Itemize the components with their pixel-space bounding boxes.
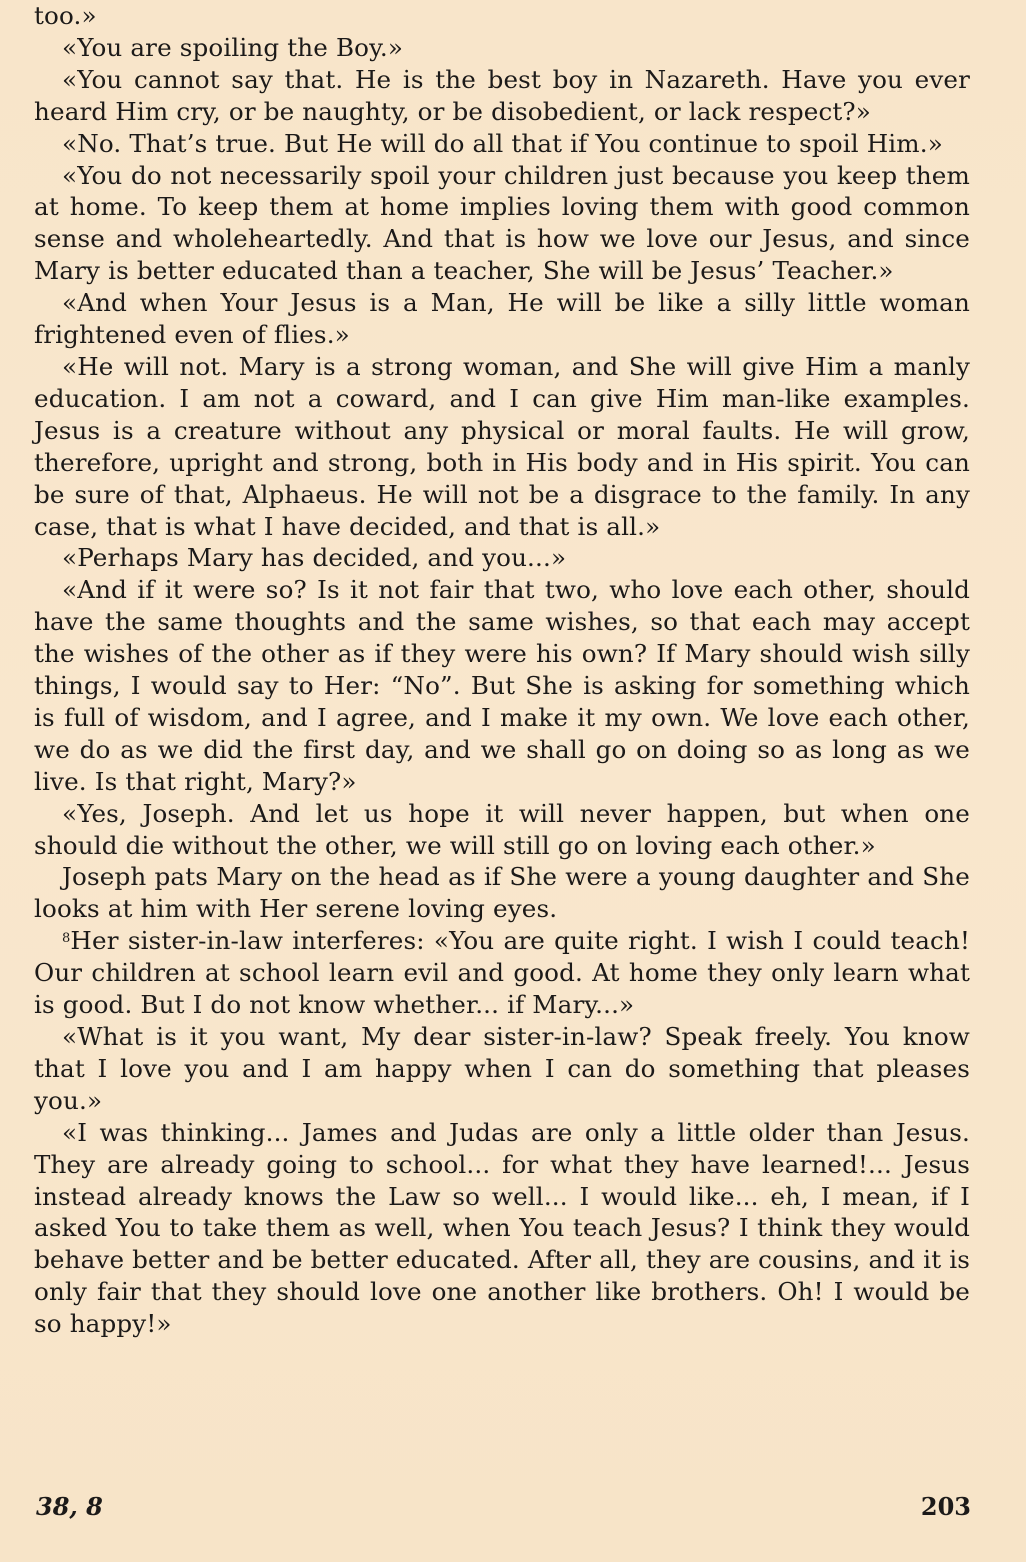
paragraph: «He will not. Mary is a strong woman, and She will give Him a manly education. I am not a coward, and I can give Him man-like examples. Jesus is a creature without any physical or moral faults. He will grow, therefore, upright and strong, both in His body and in His spirit. You can be sure of that, Alphaeus. He will not be a disgrace to the family. In any case, that is what I have decided, and that is all.» — [34, 351, 970, 541]
chapter-reference: 38, 8 — [36, 1492, 103, 1521]
paragraph: «And when Your Jesus is a Man, He will be like a silly little woman frightened even of flies.» — [34, 288, 970, 350]
paragraph: $^8$Her sister-in-law interferes: «You are quite right. I wish I could teach! Our children at school learn evil and good. At home they only learn what is good. But I do not know whether... if Mary...» — [34, 926, 970, 1020]
paragraph: «You do not necessarily spoil your children just because you keep them at home. To keep them at home implies loving them with good common sense and wholeheartedly. And that is how we love our Jesus, and since Mary is better educated than a teacher, She will be Jesus’ Teacher.» — [34, 160, 970, 286]
paragraph: «I was thinking... James and Judas are only a little older than Jesus. They are already going to school... for what they have learned!... Jesus instead already knows the Law so well... I would like... eh, I mean, if I asked You to take them as well, when You teach Jesus? I think they would behave better and be better educated. After all, they are cousins, and it is only fair that they should love one another like brothers. Oh! I would be so happy!» — [34, 1117, 970, 1339]
paragraph: «No. That’s true. But He will do all that if You continue to spoil Him.» — [62, 128, 943, 158]
paragraph: «And if it were so? Is it not fair that two, who love each other, should have the same thoughts and the same wishes, so that each may accept the wishes of the other as if they were his own? If Mary should wish silly things, I would say to Her: “No”. But She is asking for something which is full of wisdom, and I agree, and I make it my own. We love each other, we do as we did the first day, and we shall go on doing so as long as we live. Is that right, Mary?» — [34, 575, 970, 796]
page-number: 203 — [920, 1492, 971, 1521]
body-text — [34, 0, 970, 1340]
paragraph: «Perhaps Mary has decided, and you...» — [62, 543, 567, 573]
paragraph: «You cannot say that. He is the best boy in Nazareth. Have you ever heard Him cry, or be naughty, or be disobedient, or lack respect?» — [34, 64, 970, 126]
paragraph: «You are spoiling the Boy.» — [62, 32, 404, 62]
paragraph: «What is it you want, My dear sister-in-law? Speak freely. You know that I love you and I am happy when I can do something that pleases you.» — [34, 1022, 970, 1115]
paragraph: «Yes, Joseph. And let us hope it will never happen, but when one should die without the other, we will still go on loving each other.» — [34, 798, 970, 860]
paragraph: too.» — [34, 1, 97, 30]
section-marker: 8 — [62, 931, 71, 947]
paragraph: Joseph pats Mary on the head as if She were a young daughter and She looks at him with Her serene loving eyes. — [34, 862, 970, 924]
